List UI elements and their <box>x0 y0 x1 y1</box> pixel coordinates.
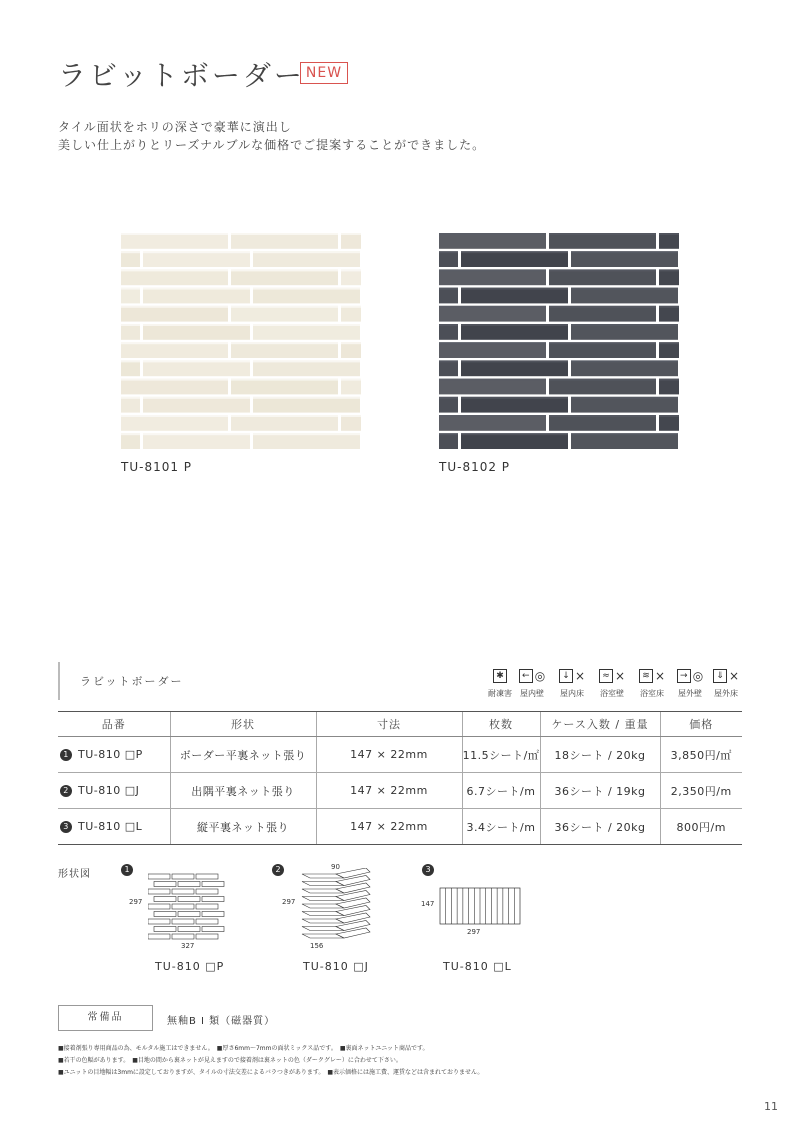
product-code-dark: TU-8102 P <box>439 460 511 474</box>
diagram-1-piece <box>178 882 200 887</box>
stock-material: 無釉B Ⅰ 類（磁器質） <box>167 1016 276 1027</box>
tile-piece-highlight <box>439 251 458 253</box>
cell-case: 18シート / 20kg <box>540 737 660 773</box>
tile-piece-highlight <box>121 269 228 271</box>
row-number-badge: 1 <box>60 749 72 761</box>
tile-piece <box>439 415 546 431</box>
tile-piece-highlight <box>341 342 361 344</box>
series-name: ラビットボーダー <box>80 675 184 688</box>
tile-piece <box>231 233 338 249</box>
tile-piece-highlight <box>439 360 458 362</box>
usage-bathroom-floor: ≋ × 浴室床 <box>640 669 666 698</box>
tile-piece <box>549 415 656 431</box>
tile-piece-highlight <box>439 269 546 271</box>
tile-piece-highlight <box>143 433 250 435</box>
tile-piece-highlight <box>439 288 458 290</box>
tile-piece-highlight <box>439 233 546 235</box>
interior-floor-mark: × <box>574 669 586 683</box>
diagram-1-piece <box>148 889 170 894</box>
tile-piece-highlight <box>121 306 228 308</box>
tile-piece <box>571 360 678 376</box>
tile-piece-highlight <box>121 324 140 326</box>
diagram-1-piece <box>196 874 218 879</box>
diagram-1-piece <box>172 889 194 894</box>
tile-piece <box>549 269 656 285</box>
diagram-1-piece <box>172 919 194 924</box>
tile-piece <box>341 269 361 285</box>
diagram-1-piece <box>172 904 194 909</box>
tile-piece <box>439 379 546 395</box>
tile-piece-highlight <box>549 415 656 417</box>
diagram-1-piece <box>172 934 194 939</box>
diagram-corner-sheet <box>296 868 372 942</box>
tile-piece-highlight <box>439 433 458 435</box>
cell-count: 11.5シート/㎡ <box>462 737 540 773</box>
table-header-row <box>58 712 742 737</box>
cell-price: 2,350円/m <box>660 773 742 809</box>
tile-piece <box>549 342 656 358</box>
tile-piece-highlight <box>439 342 546 344</box>
tile-piece <box>461 324 568 340</box>
tile-piece-highlight <box>231 269 338 271</box>
note-line-3: ■ユニットの目地幅は3mmに設定しておりますが、タイルの寸法交差によるバラつきがあります。 ■表示価格には施工費、運賃などは含まれておりません。 <box>58 1069 484 1076</box>
cell-shape: 出隅平裏ネット張り <box>170 773 316 809</box>
tile-piece <box>439 251 458 267</box>
diagram-1-piece <box>202 897 224 902</box>
tile-piece-highlight <box>341 379 361 381</box>
tile-piece-highlight <box>341 306 361 308</box>
diagram-2-right-piece <box>336 928 370 938</box>
tile-piece <box>659 233 679 249</box>
cell-count: 6.7シート/m <box>462 773 540 809</box>
interior-wall-mark: ◎ <box>534 669 546 683</box>
diagram-2-label: TU-810 □J <box>303 960 369 973</box>
tile-piece-highlight <box>659 415 679 417</box>
diagram-2-height: 297 <box>282 898 296 906</box>
usage-interior-floor: ↓ × 屋内床 <box>560 669 586 698</box>
tile-piece <box>143 251 250 267</box>
tile-piece <box>659 415 679 431</box>
tile-piece-highlight <box>549 233 656 235</box>
row-number-badge: 2 <box>60 785 72 797</box>
tile-piece-highlight <box>341 415 361 417</box>
tile-piece <box>121 269 228 285</box>
exterior-wall-icon: → <box>677 669 691 683</box>
tile-piece <box>461 397 568 413</box>
tile-piece-highlight <box>571 324 678 326</box>
tile-piece <box>439 306 546 322</box>
tile-piece-highlight <box>461 251 568 253</box>
diagram-1-piece <box>178 927 200 932</box>
tile-piece-highlight <box>121 433 140 435</box>
diagram-1-number: 1 <box>121 864 133 876</box>
tile-piece-highlight <box>143 251 250 253</box>
tile-piece <box>571 433 678 449</box>
tile-piece-highlight <box>121 251 140 253</box>
tile-piece-highlight <box>143 360 250 362</box>
tile-piece-highlight <box>121 288 140 290</box>
diagram-3-height: 147 <box>421 900 435 908</box>
cell-code: 3 TU-810 □L <box>58 809 170 845</box>
diagram-2-right-piece <box>336 898 370 908</box>
cell-size: 147 × 22mm <box>316 809 462 845</box>
diagram-1-piece <box>148 874 170 879</box>
tile-piece-highlight <box>439 415 546 417</box>
diagram-1-piece <box>178 897 200 902</box>
diagram-1-label: TU-810 □P <box>155 960 225 973</box>
tile-piece-highlight <box>549 342 656 344</box>
diagram-1-piece <box>154 897 176 902</box>
product-code-light: TU-8101 P <box>121 460 193 474</box>
tile-piece-highlight <box>121 360 140 362</box>
tile-piece <box>571 251 678 267</box>
series-divider <box>58 662 60 700</box>
cell-size: 147 × 22mm <box>316 773 462 809</box>
tile-piece-highlight <box>461 433 568 435</box>
diagram-1-height: 297 <box>129 898 143 906</box>
diagram-1-piece <box>202 927 224 932</box>
cell-price: 3,850円/㎡ <box>660 737 742 773</box>
tile-piece <box>439 233 546 249</box>
table-row <box>58 737 742 773</box>
diagram-1-piece <box>148 919 170 924</box>
diagram-2-right-piece <box>336 868 370 878</box>
tile-piece-highlight <box>121 233 228 235</box>
diagram-1-piece <box>202 882 224 887</box>
tile-piece-highlight <box>143 288 250 290</box>
interior-floor-icon: ↓ <box>559 669 573 683</box>
tile-piece <box>659 269 679 285</box>
diagram-1-piece <box>196 934 218 939</box>
diagram-1-width: 327 <box>181 942 195 950</box>
tile-piece <box>253 360 360 376</box>
tile-piece <box>121 342 228 358</box>
usage-interior-wall: ← ◎ 屋内壁 <box>520 669 546 698</box>
snowflake-icon: ✱ <box>493 669 507 683</box>
diagram-1-piece <box>202 912 224 917</box>
tile-piece <box>341 342 361 358</box>
bathroom-wall-icon: ≈ <box>599 669 613 683</box>
tile-piece-highlight <box>659 233 679 235</box>
tile-piece <box>231 306 338 322</box>
diagram-1-piece <box>154 882 176 887</box>
tile-piece <box>341 233 361 249</box>
tile-piece <box>571 288 678 304</box>
diagram-2-number: 2 <box>272 864 284 876</box>
header-price: 価格 <box>660 712 742 737</box>
tile-piece-highlight <box>571 433 678 435</box>
stock-label: 常備品 <box>58 1005 153 1031</box>
tile-piece <box>253 397 360 413</box>
tile-piece <box>571 324 678 340</box>
usage-exterior-wall: → ◎ 屋外壁 <box>678 669 704 698</box>
cell-code: 1 TU-810 □P <box>58 737 170 773</box>
cell-shape: 縦平裏ネット張り <box>170 809 316 845</box>
tile-piece <box>253 433 360 449</box>
tile-piece <box>143 288 250 304</box>
diagram-1-piece <box>148 934 170 939</box>
usage-exterior-floor: ⇓ × 屋外床 <box>714 669 740 698</box>
header-code: 品番 <box>58 712 170 737</box>
tile-piece <box>143 324 250 340</box>
tile-piece-highlight <box>341 269 361 271</box>
row-number-badge: 3 <box>60 821 72 833</box>
tile-piece <box>439 269 546 285</box>
tile-piece <box>143 360 250 376</box>
tile-piece-highlight <box>121 415 228 417</box>
tile-piece <box>253 251 360 267</box>
tile-piece-highlight <box>549 306 656 308</box>
tile-piece-highlight <box>461 324 568 326</box>
tile-piece-highlight <box>231 233 338 235</box>
table-row <box>58 809 742 845</box>
tile-piece-highlight <box>231 342 338 344</box>
tile-piece-highlight <box>253 433 360 435</box>
description-line-2: 美しい仕上がりとリーズナルブルな価格でご提案することができました。 <box>58 138 486 152</box>
tile-piece <box>341 415 361 431</box>
cell-size: 147 × 22mm <box>316 737 462 773</box>
note-line-1: ■接着剤張り専用商品の為、モルタル施工はできません。 ■厚さ6mm～7mmの面状ミックス品です。 ■裏面ネットユニット商品です。 <box>58 1045 429 1052</box>
tile-piece <box>341 306 361 322</box>
tile-piece <box>461 288 568 304</box>
tile-piece-highlight <box>121 342 228 344</box>
tile-piece <box>143 397 250 413</box>
tile-piece <box>231 379 338 395</box>
diagram-2-right-piece <box>336 876 370 886</box>
tile-piece <box>121 415 228 431</box>
tile-piece-highlight <box>253 324 360 326</box>
header-size: 寸法 <box>316 712 462 737</box>
tile-piece <box>121 306 228 322</box>
header-case: ケース入数 / 重量 <box>540 712 660 737</box>
tile-piece <box>439 288 458 304</box>
tile-piece-highlight <box>439 306 546 308</box>
diagram-vertical-sheet <box>438 886 522 928</box>
tile-piece <box>461 251 568 267</box>
tile-piece <box>549 233 656 249</box>
tile-piece-highlight <box>253 360 360 362</box>
tile-piece-highlight <box>571 397 678 399</box>
tile-piece-highlight <box>439 397 458 399</box>
diagram-2-right-piece <box>336 921 370 931</box>
tile-piece-highlight <box>341 233 361 235</box>
tile-piece <box>341 379 361 395</box>
tile-piece <box>659 306 679 322</box>
diagram-2-right-piece <box>336 913 370 923</box>
description-line-1: タイル面状をホリの深さで豪華に演出し <box>58 120 292 134</box>
tile-piece-highlight <box>571 251 678 253</box>
diagram-1-piece <box>196 889 218 894</box>
diagram-2-right-piece <box>336 906 370 916</box>
tile-piece <box>659 379 679 395</box>
tile-piece <box>121 397 140 413</box>
tile-piece-highlight <box>659 379 679 381</box>
tile-piece-highlight <box>571 288 678 290</box>
bathroom-wall-mark: × <box>614 669 626 683</box>
tile-piece-highlight <box>461 288 568 290</box>
tile-piece-highlight <box>121 397 140 399</box>
tile-piece <box>571 397 678 413</box>
diagram-2-width: 156 <box>310 942 324 950</box>
tile-piece <box>659 342 679 358</box>
tile-piece <box>143 433 250 449</box>
page-title: ラビットボーダー <box>58 59 305 92</box>
exterior-floor-mark: × <box>728 669 740 683</box>
table-row <box>58 773 742 809</box>
header-count: 枚数 <box>462 712 540 737</box>
diagram-border-sheet <box>148 872 226 942</box>
diagram-2-top: 90 <box>331 863 340 871</box>
tile-piece-highlight <box>231 415 338 417</box>
tile-piece-highlight <box>571 360 678 362</box>
tile-piece <box>231 415 338 431</box>
cell-case: 36シート / 20kg <box>540 809 660 845</box>
tile-piece <box>231 269 338 285</box>
tile-piece <box>121 233 228 249</box>
tile-piece-highlight <box>659 342 679 344</box>
diagram-2-right-piece <box>336 883 370 893</box>
tile-piece-highlight <box>461 397 568 399</box>
tile-piece <box>439 360 458 376</box>
tile-piece <box>439 433 458 449</box>
bathroom-floor-icon: ≋ <box>639 669 653 683</box>
bathroom-floor-mark: × <box>654 669 666 683</box>
exterior-floor-icon: ⇓ <box>713 669 727 683</box>
tile-piece-highlight <box>231 306 338 308</box>
tile-piece-highlight <box>659 306 679 308</box>
tile-piece <box>121 360 140 376</box>
diagram-3-width: 297 <box>467 928 481 936</box>
cell-price: 800円/m <box>660 809 742 845</box>
tile-piece-highlight <box>461 360 568 362</box>
tile-piece <box>461 360 568 376</box>
tile-piece-highlight <box>231 379 338 381</box>
tile-piece <box>549 306 656 322</box>
cell-code: 2 TU-810 □J <box>58 773 170 809</box>
tile-piece-highlight <box>549 379 656 381</box>
diagram-1-piece <box>154 927 176 932</box>
usage-freeze-resistant: ✱ 耐凍害 <box>488 670 512 698</box>
tile-piece-highlight <box>121 379 228 381</box>
diagram-3-label: TU-810 □L <box>443 960 512 973</box>
page-number: 11 <box>764 1100 778 1113</box>
tile-piece <box>461 433 568 449</box>
spec-table <box>58 711 742 845</box>
interior-wall-icon: ← <box>519 669 533 683</box>
cell-count: 3.4シート/m <box>462 809 540 845</box>
tile-piece-highlight <box>253 397 360 399</box>
header-shape: 形状 <box>170 712 316 737</box>
tile-piece-highlight <box>143 397 250 399</box>
tile-piece <box>121 379 228 395</box>
new-badge: NEW <box>300 62 348 84</box>
tile-piece-highlight <box>659 269 679 271</box>
tile-piece-highlight <box>143 324 250 326</box>
tile-piece <box>121 251 140 267</box>
diagram-3-number: 3 <box>422 864 434 876</box>
tile-piece-highlight <box>439 324 458 326</box>
tile-piece-highlight <box>253 288 360 290</box>
diagram-1-piece <box>178 912 200 917</box>
tile-sample-dark <box>439 233 679 451</box>
tile-piece <box>121 433 140 449</box>
diagram-2-right-piece <box>336 891 370 901</box>
tile-piece <box>253 288 360 304</box>
tile-sample-light <box>121 233 361 451</box>
diagram-1-piece <box>148 904 170 909</box>
tile-piece <box>121 324 140 340</box>
diagram-1-piece <box>154 912 176 917</box>
diagram-1-piece <box>172 874 194 879</box>
exterior-wall-mark: ◎ <box>692 669 704 683</box>
tile-piece-highlight <box>439 379 546 381</box>
tile-piece <box>439 397 458 413</box>
tile-piece <box>439 342 546 358</box>
usage-bathroom-wall: ≈ × 浴室壁 <box>600 669 626 698</box>
diagram-1-piece <box>196 904 218 909</box>
tile-piece <box>121 288 140 304</box>
tile-piece <box>231 342 338 358</box>
tile-piece <box>253 324 360 340</box>
tile-piece <box>439 324 458 340</box>
note-line-2: ■若干の色幅があります。 ■目地の間から裏ネットが見えますので接着剤は裏ネットの色（ダークグレー）に合わせて下さい。 <box>58 1057 402 1064</box>
cell-case: 36シート / 19kg <box>540 773 660 809</box>
shape-diagram-title: 形状図 <box>58 869 91 880</box>
tile-piece-highlight <box>253 251 360 253</box>
tile-piece-highlight <box>549 269 656 271</box>
diagram-1-piece <box>196 919 218 924</box>
cell-shape: ボーダー平裏ネット張り <box>170 737 316 773</box>
tile-piece <box>549 379 656 395</box>
